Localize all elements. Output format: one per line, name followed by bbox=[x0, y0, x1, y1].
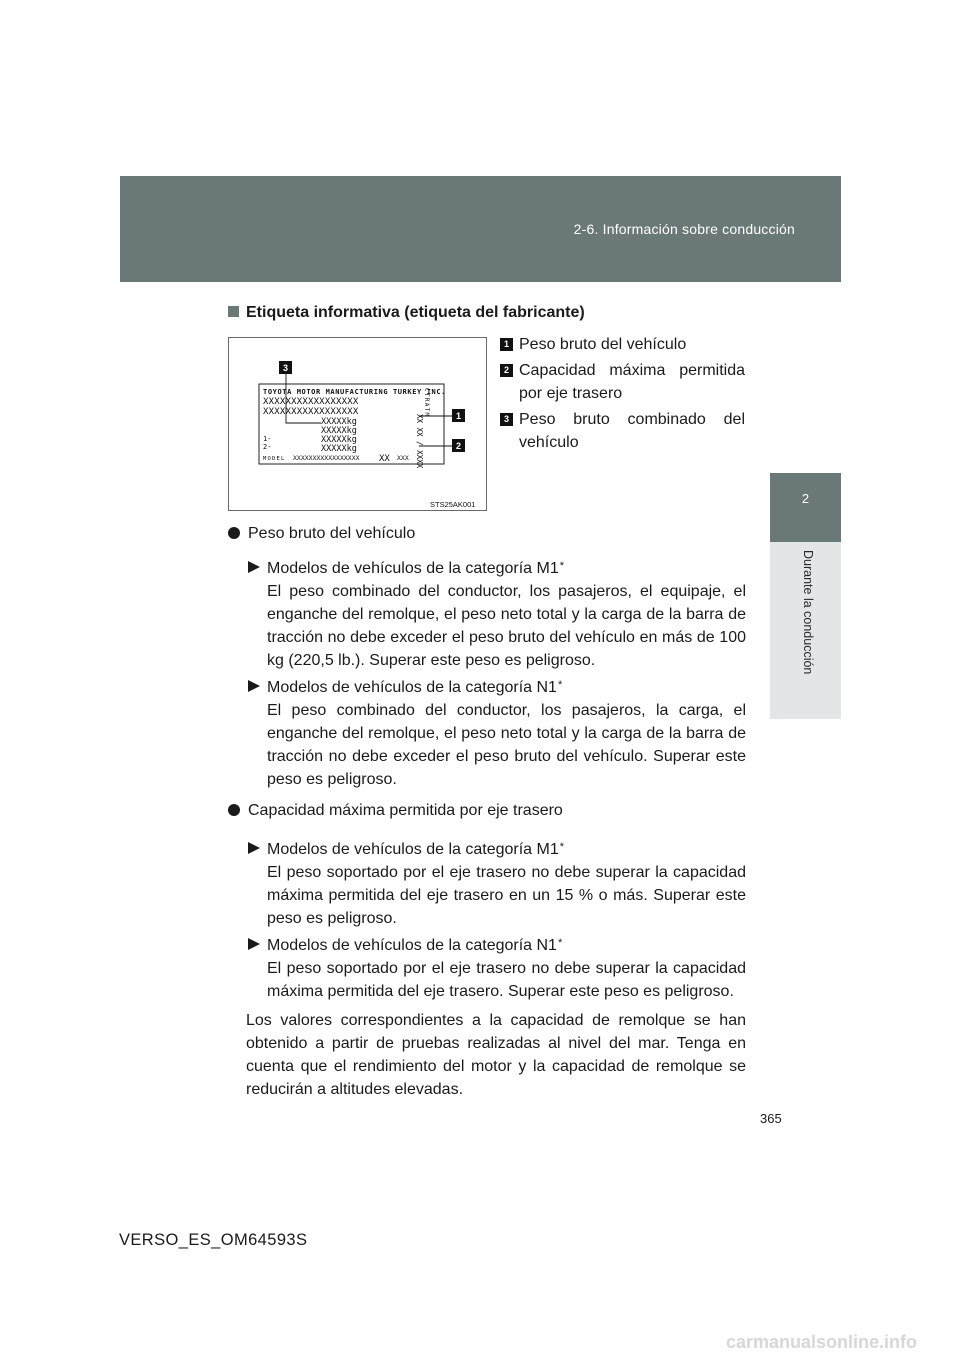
sub-item-text: El peso soportado por el eje trasero no debe superar la capacidad máxima permitida del eje trasero. Superar este peso es peligroso. bbox=[267, 960, 746, 1000]
header-band bbox=[120, 176, 841, 282]
triangle-right-icon bbox=[248, 842, 260, 854]
page-number: 365 bbox=[760, 1111, 782, 1126]
legend-text: Peso bruto combinado del vehículo bbox=[519, 411, 745, 451]
legend-number-badge: 1 bbox=[500, 338, 513, 351]
heading-text: Etiqueta informativa (etiqueta del fabricante) bbox=[246, 304, 585, 321]
bullet-dot-icon bbox=[228, 804, 240, 816]
label-figure bbox=[228, 337, 487, 511]
bullet-dot-icon bbox=[228, 527, 240, 539]
sub-item-title-text: Modelos de vehículos de la categoría N1 bbox=[267, 679, 557, 696]
legend-number-badge: 3 bbox=[500, 413, 513, 426]
legend-item bbox=[500, 359, 745, 405]
triangle-right-icon bbox=[248, 680, 260, 692]
label-axle-2: 2- bbox=[263, 443, 272, 451]
section-heading bbox=[228, 304, 585, 322]
legend-item bbox=[500, 408, 745, 454]
label-kg-row-4: XXXXXkg bbox=[321, 444, 357, 454]
chapter-number: 2 bbox=[801, 491, 810, 506]
watermark: carmanualsonline.info bbox=[726, 1332, 918, 1352]
label-maker-line: TOYOTA MOTOR MANUFACTURING TURKEY INC. bbox=[263, 388, 446, 396]
legend-text: Peso bruto del vehículo bbox=[519, 336, 687, 353]
figure-code: STS25AK001 bbox=[430, 500, 476, 509]
label-kg-row-3: XXXXXkg bbox=[321, 435, 357, 445]
sub-item-title bbox=[267, 836, 746, 861]
figure-legend bbox=[500, 333, 745, 457]
label-model-value: XXXXXXXXXXXXXXXXX bbox=[293, 454, 360, 462]
sub-item-title bbox=[267, 932, 746, 957]
bullet-title: Capacidad máxima permitida por eje trasero bbox=[248, 802, 563, 819]
body-content bbox=[228, 522, 746, 1101]
triangle-right-icon bbox=[248, 938, 260, 950]
chapter-number-box bbox=[770, 473, 841, 542]
sub-item-title-text: Modelos de vehículos de la categoría M1 bbox=[267, 560, 559, 577]
document-code: VERSO_ES_OM64593S bbox=[119, 1231, 308, 1249]
sub-item bbox=[228, 555, 746, 672]
triangle-right-icon bbox=[248, 561, 260, 573]
chapter-side-tab bbox=[770, 542, 841, 719]
legend-number-badge: 2 bbox=[500, 364, 513, 377]
label-axle-1: 1- bbox=[263, 435, 272, 443]
legend-text: Capacidad máxima permitida por eje trasero bbox=[519, 362, 745, 402]
sub-item-title-text: Modelos de vehículos de la categoría N1 bbox=[267, 937, 557, 954]
heading-square-icon bbox=[228, 306, 239, 317]
callout-3-number: 3 bbox=[282, 363, 289, 373]
label-row-1: XXXXXXXXXXXXXXXXX bbox=[263, 397, 359, 407]
closing-paragraph: Los valores correspondientes a la capacidad de remolque se han obtenido a partir de pruebas realizadas al nivel del mar. Tenga en cuenta que el rendimiento del motor y la capacidad de remolque se reducirán a altitudes elevadas. bbox=[246, 1012, 746, 1098]
callout-2-number: 2 bbox=[455, 441, 462, 451]
label-side-values: XX XX / XXXX bbox=[415, 414, 424, 469]
sub-item-text: El peso combinado del conductor, los pasajeros, el equipaje, el enganche del remolque, el peso neto total y la carga de la barra de tracción no debe exceder el peso bruto del vehículo en más de 100 kg (220,5 lb.). Superar este peso es peligroso. bbox=[267, 583, 746, 669]
legend-item bbox=[500, 333, 745, 356]
footnote-star: * bbox=[559, 841, 565, 853]
callout-1-number: 1 bbox=[455, 411, 462, 421]
label-model-xxx: XXX bbox=[397, 454, 409, 462]
label-row-2: XXXXXXXXXXXXXXXXX bbox=[263, 407, 359, 417]
bullet-section bbox=[228, 522, 746, 545]
label-illustration bbox=[229, 338, 486, 510]
chapter-label: Durante la conducción bbox=[801, 550, 815, 675]
sub-item-text: El peso combinado del conductor, los pasajeros, la carga, el enganche del remolque, el peso neto total y la carga de la barra de tracción no debe exceder el peso bruto del vehículo. Superar este peso es peligroso. bbox=[267, 702, 746, 788]
label-side-text: CTRATM bbox=[423, 388, 430, 418]
footnote-star: * bbox=[559, 560, 565, 572]
bullet-section bbox=[228, 799, 746, 822]
label-model-xx: XX bbox=[379, 454, 390, 464]
sub-item bbox=[228, 836, 746, 930]
sub-item-title-text: Modelos de vehículos de la categoría M1 bbox=[267, 841, 559, 858]
footnote-star: * bbox=[557, 679, 563, 691]
sub-item-title bbox=[267, 674, 746, 699]
label-model-text: MODEL bbox=[263, 456, 286, 462]
section-title: 2-6. Información sobre conducción bbox=[573, 221, 795, 237]
bullet-title: Peso bruto del vehículo bbox=[248, 525, 416, 542]
sub-item bbox=[228, 932, 746, 1003]
sub-item-text: El peso soportado por el eje trasero no debe superar la capacidad máxima permitida del eje trasero en un 15 % o más. Superar este peso es peligroso. bbox=[267, 864, 746, 927]
sub-item bbox=[228, 674, 746, 791]
label-kg-row-2: XXXXXkg bbox=[321, 426, 357, 436]
sub-item-title bbox=[267, 555, 746, 580]
footnote-star: * bbox=[557, 937, 563, 949]
label-kg-row-1: XXXXXkg bbox=[321, 417, 357, 427]
